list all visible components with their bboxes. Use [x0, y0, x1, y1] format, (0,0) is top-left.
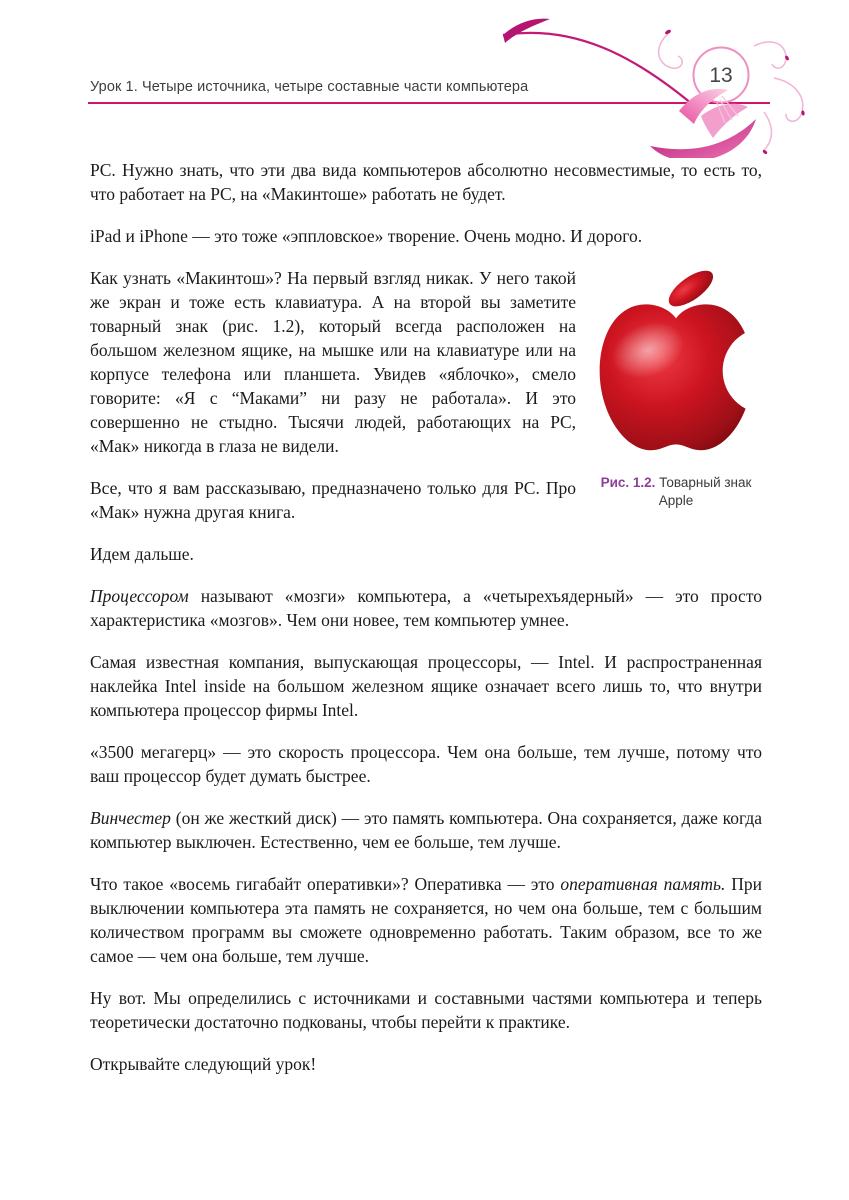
paragraph: Открывайте следующий урок! — [90, 1054, 317, 1074]
figure-caption-label: Рис. 1.2. — [600, 475, 656, 490]
figure-caption-text: Товарный знак Apple — [655, 475, 752, 508]
paragraph: Все, что я вам рассказываю, предназначено только для PC. Про «Мак» нужна другая книга. — [90, 478, 576, 522]
apple-logo-icon — [592, 268, 760, 464]
figure-caption — [590, 474, 762, 510]
paragraph: Винчестер (он же жесткий диск) — это память компьютера. Она сохраняется, даже когда компьютер выключен. Естественно, чем ее больше, тем лучше. — [90, 808, 762, 852]
swoosh-curve-icon — [503, 33, 692, 104]
paragraph: Идем дальше. — [90, 544, 194, 564]
paragraph: PC. Нужно знать, что эти два вида компьютеров абсолютно несовместимые, то есть то, что работает на PC, на «Макинтоше» работать не будет. — [90, 160, 762, 204]
paragraph: «3500 мегагерц» — это скорость процессора. Чем она больше, тем лучше, потому что ваш процессор будет думать быстрее. — [90, 742, 762, 786]
page-number: 13 — [709, 64, 733, 87]
page-body — [0, 103, 849, 1094]
paragraph: Самая известная компания, выпускающая процессоры, — Intel. И распространенная наклейка Intel inside на большом железном ящике означает всего лишь то, что внутри компьютера процессор фирмы Intel. — [90, 652, 762, 720]
paragraph: Ну вот. Мы определились с источниками и составными частями компьютера и теперь теоретически достаточно подкованы, чтобы перейти к практике. — [90, 988, 762, 1032]
running-head: Урок 1. Четыре источника, четыре составные части компьютера — [90, 79, 529, 95]
figure-apple-logo — [590, 268, 762, 510]
bird-flourish-icon — [650, 89, 756, 158]
paragraph: iPad и iPhone — это тоже «эппловское» творение. Очень модно. И дорого. — [90, 226, 643, 246]
paragraph: Процессором называют «мозги» компьютера, а «четырехъядерный» — это просто характеристика «мозгов». Чем они новее, тем компьютер умнее. — [90, 586, 762, 630]
body-paragraphs-top — [90, 158, 762, 248]
flourish-decoration — [454, 16, 849, 158]
paragraph: Что такое «восемь гигабайт оперативки»? Оперативка — это оперативная память. При выключении компьютера эта память не сохраняется, но чем она больше, тем с большим количеством программ вы сможете одновременно работать. Таким образом, все то же самое — чем она больше, тем лучше. — [90, 874, 762, 966]
swoosh-arrow-icon — [503, 19, 550, 43]
paragraph: Как узнать «Макинтош»? На первый взгляд никак. У него такой же экран и тоже есть клавиатура. А на второй вы заметите товарный знак (рис. 1.2), который всегда расположен на большом железном ящике, на мышке или на клавиатуре или на корпусе телефона или планшета. Увидев «яблочко», смело говорите: «Я с “Маками” ни разу не работала». И это совершенно не стыдно. Тысячи людей, работающих на PC, «Мак» никогда в глаза не видели. — [90, 268, 576, 456]
